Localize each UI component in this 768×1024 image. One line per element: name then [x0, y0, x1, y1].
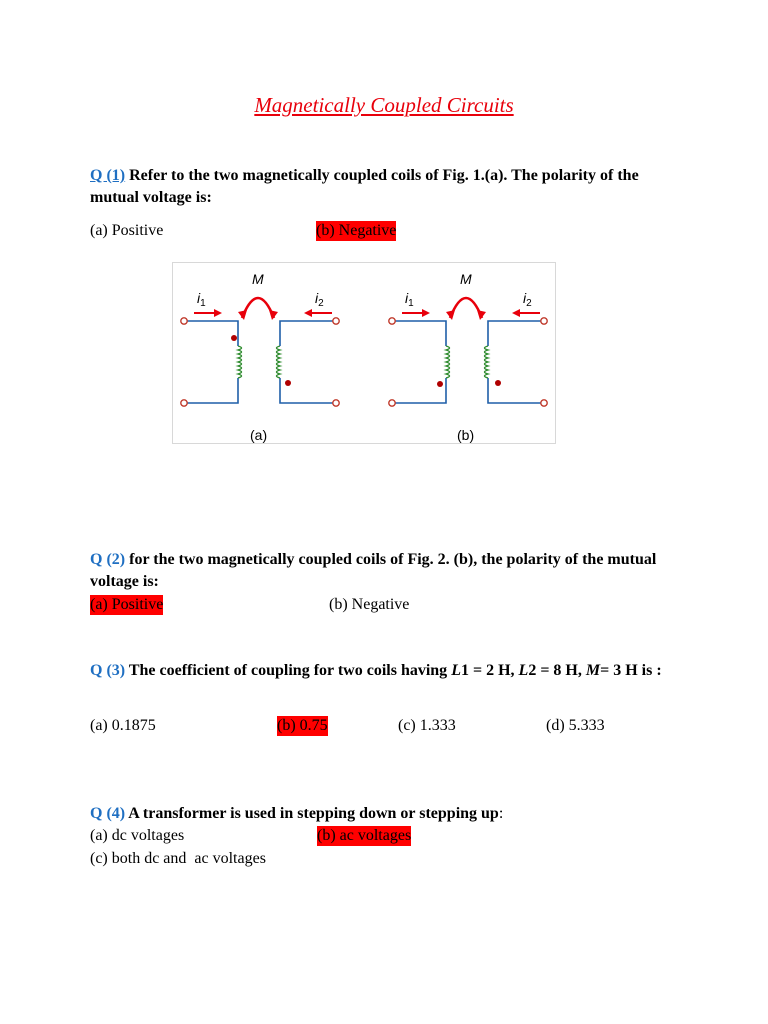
figure-border	[173, 263, 556, 444]
arrowhead	[214, 309, 222, 317]
current-label-i2: $i_2$	[315, 290, 324, 309]
terminal	[333, 400, 339, 406]
terminal	[541, 318, 547, 324]
option-highlighted: (b) ac voltages	[317, 827, 412, 844]
wire-top-right	[280, 321, 334, 346]
mutual-label: M	[252, 271, 264, 287]
question-text: for the two magnetically coupled coils of Fig. 2. (b), the polarity of the mutual voltage is:	[90, 551, 657, 590]
question-text: A transformer is used in stepping down or stepping up	[128, 805, 499, 822]
arrowhead	[238, 310, 247, 320]
polarity-dot	[231, 335, 237, 341]
panel-b	[389, 271, 547, 443]
question-number: Q (2)	[90, 551, 126, 568]
polarity-dot	[285, 380, 291, 386]
arrowhead	[512, 309, 520, 317]
question-number: Q (1)	[90, 167, 126, 184]
arrowhead	[446, 310, 455, 320]
terminal	[541, 400, 547, 406]
question-number: Q (3)	[90, 662, 126, 679]
arrowhead	[422, 309, 430, 317]
coil-left	[446, 346, 450, 378]
option: (a) Positive	[90, 222, 164, 239]
arrowhead	[269, 310, 278, 320]
wire-top-left	[186, 321, 238, 346]
page-title: Magnetically Coupled Circuits	[254, 93, 514, 117]
current-label-i2: $i_2$	[523, 290, 532, 309]
coil-right	[277, 346, 281, 378]
option-highlighted: (b) Negative	[316, 222, 397, 239]
question-2	[90, 549, 680, 593]
panel-a	[181, 271, 339, 443]
option: (c) both dc and ac voltages	[90, 850, 266, 867]
coupled-coils-figure	[172, 262, 556, 444]
arrowhead	[477, 310, 486, 320]
question-4: Q (4) A transformer is used in stepping down or stepping up:	[90, 805, 504, 822]
terminal	[333, 318, 339, 324]
question-1	[90, 165, 680, 209]
mutual-arrow	[242, 298, 274, 318]
option-highlighted: (a) Positive	[90, 596, 164, 613]
option: (a) dc voltages	[90, 827, 185, 844]
figure-caption-a: (a)	[250, 427, 268, 443]
mutual-arrow	[450, 298, 482, 318]
current-label-i1: $i_1$	[405, 290, 414, 309]
arrowhead	[304, 309, 312, 317]
terminal	[389, 318, 395, 324]
polarity-dot	[437, 381, 443, 387]
question-text: Refer to the two magnetically coupled coils of Fig. 1.(a). The polarity of the mutual voltage is:	[90, 167, 639, 206]
mutual-label: M	[460, 271, 472, 287]
wire-bottom-left	[186, 378, 238, 403]
current-label-i1: $i_1$	[197, 290, 206, 309]
option-highlighted: (b) 0.75	[277, 717, 328, 734]
option: (b) Negative	[329, 596, 410, 613]
option: (d) 5.333	[546, 717, 605, 734]
option: (c) 1.333	[398, 717, 456, 734]
terminal	[181, 400, 187, 406]
terminal	[181, 318, 187, 324]
question-3: Q (3) The coefficient of coupling for two coils having L1 = 2 H, L2 = 8 H, M= 3 H is :	[90, 662, 662, 679]
coil-left	[238, 346, 242, 378]
terminal	[389, 400, 395, 406]
wire-top-left	[394, 321, 446, 346]
coil-right	[485, 346, 489, 378]
option: (a) 0.1875	[90, 717, 156, 734]
question-number: Q (4)	[90, 805, 126, 822]
wire-top-right	[488, 321, 542, 346]
figure-caption-b: (b)	[457, 427, 475, 443]
polarity-dot	[495, 380, 501, 386]
